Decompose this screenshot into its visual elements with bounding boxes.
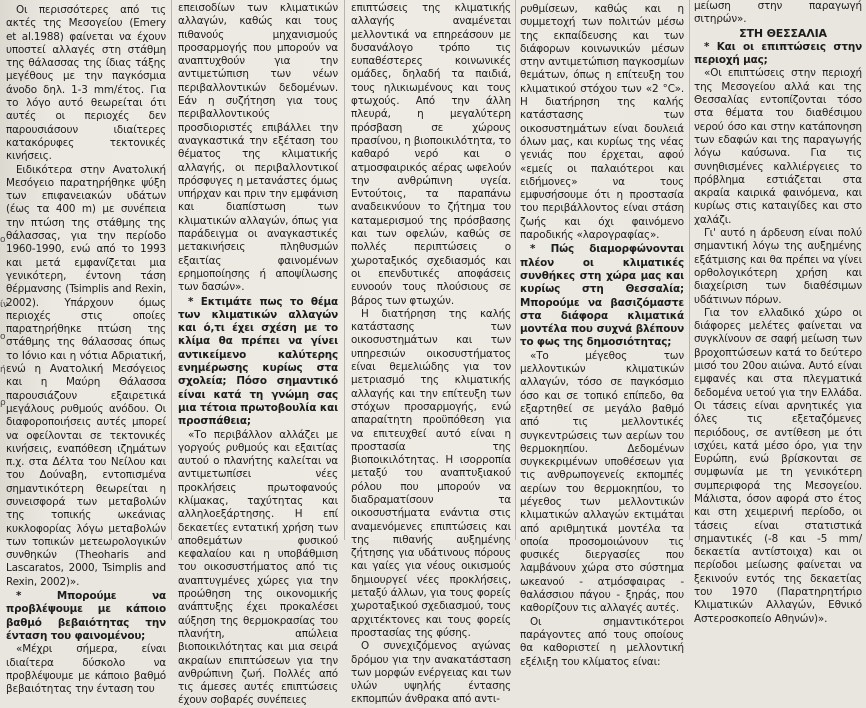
interview-question: * Πώς διαμορφώνονται πλέον οι κλιματικές συνθήκες στη χώρα μας και κυρίως στη Θεσσαλία; Μπορούμε να βασιζόμαστε στα διάφορα κλιματικά μοντέλα που συχνά βλέπουν το φως της δημοσιότητας; [520, 243, 684, 349]
article-column-5 [694, 0, 862, 625]
section-title: ΣΤΗ ΘΕΣΣΑΛΙΑ [739, 26, 827, 40]
column-divider [689, 0, 690, 540]
interview-question: * Εκτιμάτε πως το θέμα των κλιματικών αλλαγών και ό,τι έχει σχέση με το κλίμα θα πρέπει να γίνει αντικείμενο καλύτερης ενημέρωσης κυρίως στα σχολεία; Πόσο σημαντικό είναι κατά τη γνώμη σας μια τέτοια πρωτοβουλία και προσπάθεια; [178, 295, 338, 428]
gutter-mark: ο [0, 332, 6, 342]
column-divider [515, 0, 516, 540]
paragraph: επεισοδίων των κλιματικών αλλαγών, καθώς και τους πιθανούς μηχανισμούς προσαρμογής που μπορούν να αναπτυχθούν για την αντιμετώπιση των νέων περιβαλλοντικών δεδομένων. Εάν η συζήτηση για τους περιβαλλοντικούς προσδιοριστές επιβάλλει την αναγκαστικά την εξέταση του θέματος της κλιματικής αλλαγής, οι περιβαλλοντικοί πρόσφυγες η μετανάστες όμως υπήρχαν και πριν την εμφάνιση και διαπίστωση των κλιματικών αλλαγών, όπως για παράδειγμα οι αναγκαστικές μετακινήσεις πληθυσμών εξαιτίας φαινομένων ερημοποίησης ή αποψίλωσης των δασών». [178, 2, 338, 294]
paragraph: «Οι επιπτώσεις στην περιοχή της Μεσογείου αλλά και της Θεσσαλίας εντοπίζονται τόσο στα θέματα του διαθέσιμου νερού όσο και στην κατάπονηση των εδαφών και της παραγωγής λόγω καύσωνα. Για τις συνηθισμένες καλλιέργειες το πρόβλημα εστιάζεται στα ακραία καιρικά φαινόμενα, και κυρίως στις καταιγίδες και στο χαλάζι. [694, 67, 862, 226]
interview-question: * Μπορούμε να προβλέψουμε με κάποιο βαθμό βεβαιότητας την ένταση του φαινομένου; [6, 590, 166, 642]
paragraph: Για τον ελλαδικό χώρο οι διάφορες μελέτες φαίνεται να συγκλίνουν σε σαφή μείωση των βροχοπτώσεων κατά το δεύτερο μισό του 20ου αιώνα. Αυτό είναι εμφανές και στα πλεγματικά δεδομένα υετού για την Ελλάδα. Οι τάσεις είναι αρνητικές για όλες τις εξεταζόμενες περιόδους, σε αντίθεση με ότι ισχύει, κατά μέσο όρο, για την Ευρώπη, ενώ βρίσκονται σε συμφωνία με τη γενικότερη συμπεριφορά της Μεσογείου. Μάλιστα, όσον αφορά στο έτος και στη χειμερινή περίοδο, οι τάσεις είναι στατιστικά σημαντικές (-8 και -5 mm/δεκαετία αντίστοιχα) και οι περίοδοι μείωσης φαίνεται να ξεκινούν εντός της δεκαετίας του 1970 (Παρατηρητήριο Κλιματικών Αλλαγών, Εθνικό Αστεροσκοπείο Αθηνών)». [694, 306, 862, 625]
paragraph: Ειδικότερα στην Ανατολική Μεσόγειο παρατηρήθηκε ψύξη των επιφανειακών υδάτων (έως τα 400 m) με συνέπεια την πτώση της στάθμης της θάλασσας, για την περίοδο 1960-1990, ενώ από το 1993 και μετά εμφανίζεται μια γενικότερη, έντονη τάση θέρμανσης (Tsimplis and Rexin, 2002). Υπάρχουν όμως περιοχές στις οποίες παρατηρήθηκε πτώση της στάθμης της θάλασσας όπως το Ιόνιο και η νότια Αδριατική, ενώ η Ανατολική Μεσόγειος και η Μαύρη Θάλασσα παρουσιάζουν εξαιρετικά μεγάλους ρυθμούς ανόδου. Οι διαφοροποιήσεις αυτές μπορεί να οφείλονται σε τεκτονικές κινήσεις, εναπόθεση ιζημάτων π.χ. στα Δέλτα του Νείλου και του Δούναβη, εντοπισμένα σημαντικότερη θεωρείται η συνεισφορά των μεταβολών της τοπικής ωκεάνιας κυκλοφορίας λόγω μεταβολών των τοπικών μετεωρολογικών συνθηκών (Theoharis and Lascaratos, 2000, Tsimplis and Rexin, 2002)». [6, 163, 166, 588]
gutter-mark: ίν [0, 300, 9, 310]
paragraph: Γι' αυτό η άρδευση είναι πολύ σημαντική λόγω της αυξημένης εξάτμισης και θα πρέπει να γίνει ορθολογικότερη χρήση και διαχείριση των διαθέσιμων υδάτινων πόρων. [694, 227, 862, 306]
paragraph: μείωση στην παραγωγή σιτηρών». [694, 0, 862, 26]
paragraph: «Το περιβάλλον αλλάζει με γοργούς ρυθμούς και εξαιτίας αυτού ο πλανήτης καλείται να αντιμετωπίσει νέες προκλήσεις πρωτοφανούς κλίμακας, ταχύτητας και αλληλοεξάρτησης. Η επί δεκαετίες εντατική χρήση των αποθεμάτων φυσικού κεφαλαίου και η υποβάθμιση του οικοσυστήματος από τις αναπτυγμένες χώρες για την προώθηση της οικονομικής ανάπτυξης έχει προκαλέσει αύξηση της θερμοκρασίας του πλανήτη, απώλεια βιοποικιλότητας και μια σειρά ακραίων επιπτώσεων για την ανθρώπινη ζωή. Πολλές από τις άμεσες αυτές επιπτώσεις έχουν σοβαρές συνέπειες [178, 428, 338, 707]
article-column-1 [6, 0, 166, 696]
article-column-3 [351, 0, 511, 706]
paragraph: Οι σημαντικότεροι παράγοντες από τους οποίους θα καθοριστεί η μελλοντική εξέλιξη του κλίματος είναι: [520, 615, 684, 668]
paragraph: επιπτώσεις της κλιματικής αλλαγής αναμένεται μελλοντικά να επηρεάσουν με δυσανάλογο τρόπο τις ευπαθέστερες κοινωνικές ομάδες, δηλαδή τα παιδιά, τους ηλικιωμένους και τους φτωχούς. Από την άλλη πλευρά, η μεγαλύτερη πρόσβαση σε χώρους πρασίνου, η βιοποικιλότητα, το καθαρό νερό και ο ατμοσφαιρικός αέρας ωφελούν την ανθρώπινη υγεία. Εντούτοις, τα παραπάνω αναδεικνύουν το ζήτημα του καταμερισμού της πρόσβασης και των οφελών, καθώς σε πολλές περιπτώσεις ο χωροταξικός σχεδιασμός και οι επενδυτικές αποφάσεις ευνοούν τους πλούσιους σε βάρος των φτωχών. [351, 2, 511, 307]
paragraph: «Το μέγεθος των μελλοντικών κλιματικών αλλαγών, τόσο σε παγκόσμιο όσο και σε τοπικό επίπεδο, θα εξαρτηθεί σε μεγάλο βαθμό από τις μελλοντικές συγκεντρώσεις των αερίων του θερμοκηπίου. Δεδομένων συγκεκριμένων υποθέσεων για τις ανθρωπογενείς εκπομπές αερίων του θερμοκηπίου, το μέγεθος των μελλοντικών κλιματικών αλλαγών εκτιμάται από αριθμητικά μοντέλα τα οποία προσομοιώνουν τις φυσικές διεργασίες που λαμβάνουν χώρα στο σύστημα ωκεανού - ατμόσφαιρας - θαλάσσιου πάγου - ξηράς, που καθορίζουν τις αλλαγές αυτές. [520, 349, 684, 615]
paragraph: ρυθμίσεων, καθώς και η συμμετοχή των πολιτών μέσω της εκπαίδευσης και των διάφορων κοινωνικών μέσων στην αντιμετώπιση παγκοσμίων θεμάτων, όπως η επίτευξη του κλιματικού στόχου των «2 °C». Η διατήρηση της καλής κατάστασης των οικοσυστημάτων είναι δουλειά όλων μας, και κυρίως της νέας γενιάς που έρχεται, αφού «εμείς οι παλαιότεροι και ειδήμονες» να τους εμφυσήσουμε ότι η προστασία του περιβάλλοντος είναι στάση ζωής και όχι φαινόμενο παροδικής «λαρογραφίας». [520, 3, 684, 242]
gutter-mark: ρ [0, 398, 6, 408]
gutter-mark: ο [0, 235, 6, 245]
paragraph: Ο συνεχιζόμενος αγώνας δρόμου για την ανακατάσταση των μορφών ενέργειας και των υλών υψηλής έντασης εκπομπών άνθρακα από αντι- [351, 640, 511, 706]
article-column-2 [178, 0, 338, 707]
paragraph: Οι περισσότερες από τις ακτές της Μεσογείου (Emery et al.1988) φαίνεται να έχουν υποστεί αλλαγές στη στάθμη της θάλασσας της ίδιας τάξης μεγέθους με την παγκόσμια άνοδο δηλ. 1-3 mm/έτος. Για το λόγο αυτό θεωρείται ότι αυτές οι περιοχές δεν παρουσιάσουν ιδιαίτερες κατακόρυφες τεκτονικές κινήσεις. [6, 4, 166, 163]
paragraph: Η διατήρηση της καλής κατάστασης των οικοσυστημάτων και των υπηρεσιών οικοσυστήματος είναι θεμελιώδης για τον μετριασμό της κλιματικής αλλαγής και την επίτευξη των στόχων προσαρμογής, ενώ απαραίτητη προϋπόθεση για να επιτευχθεί αυτό είναι η προστασία της βιοποικιλότητας. Η ισορροπία μεταξύ του αναπτυξιακού ρόλου που μπορούν να διαδραματίσουν τα οικοσυστήματα ενάντια στις αναμενόμενες επιπτώσεις και της πιθανής αυξημένης ζήτησης για υδάτινους πόρους και γαίες για νέους οικισμούς δημιουργεί νέες προκλήσεις, μεταξύ άλλων, για τους φορείς χωροταξικού σχεδιασμού, τους αρχιτέκτονες και τους φορείς προστασίας της φύσης. [351, 307, 511, 639]
paragraph: «Μέχρι σήμερα, είναι ιδιαίτερα δύσκολο να προβλέψουμε με κάποιο βαθμό βεβαιότητας την ένταση του [6, 643, 166, 696]
column-divider [344, 0, 345, 540]
gutter-mark: ή [0, 365, 6, 375]
article-column-4 [520, 0, 684, 668]
column-divider [171, 0, 172, 540]
interview-question: * Και οι επιπτώσεις στην περιοχή μας; [694, 40, 862, 67]
